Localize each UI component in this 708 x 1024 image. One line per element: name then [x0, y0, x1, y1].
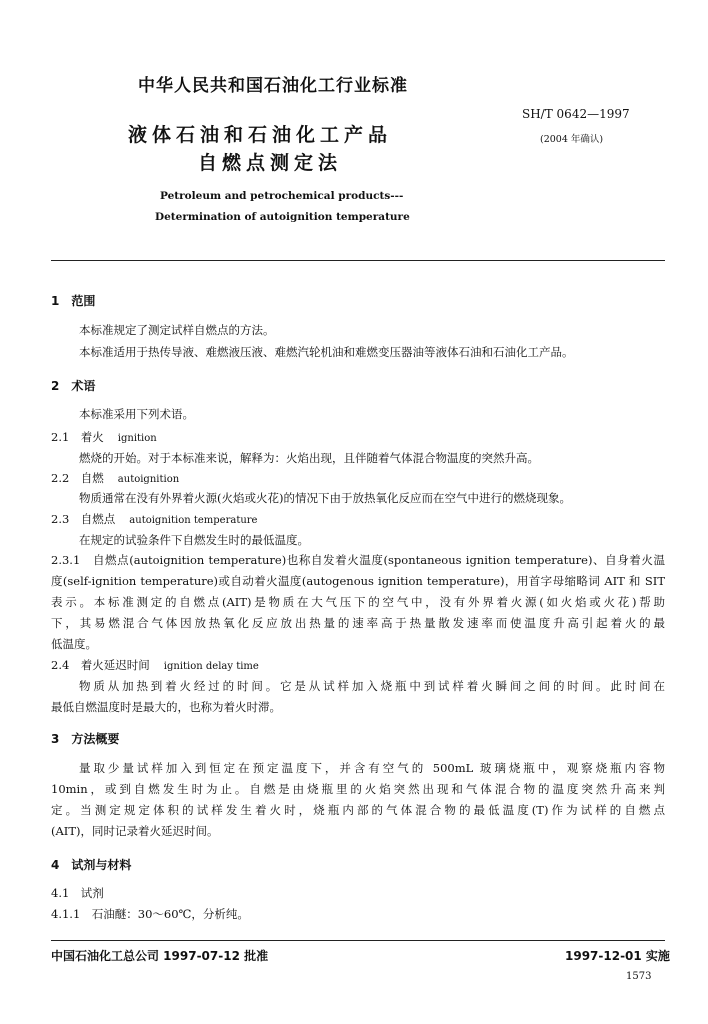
term-2-4-english: ignition delay time	[163, 661, 259, 672]
term-2-2	[51, 470, 179, 486]
term-2-1-english: ignition	[117, 433, 157, 444]
term-2-2-label: 2.2 自燃	[51, 471, 104, 485]
section-4-1-1: 4.1.1 石油醚：30～60℃，分析纯。	[51, 907, 249, 921]
confirmation-year: (2004 年确认)	[540, 134, 604, 145]
section-3-heading: 3 方法概要	[51, 732, 120, 746]
term-2-3-1-line-3: 表示。本标准测定的自燃点(AIT)是物质在大气压下的空气中，没有外界着火源(如火焰或火花)帮助	[51, 595, 665, 609]
implementation-date: 1997-12-01 实施	[565, 949, 670, 963]
issuer-approval: 中国石油化工总公司 1997-07-12 批准	[51, 949, 269, 963]
section-2-intro: 本标准采用下列术语。	[79, 407, 194, 421]
term-2-3	[51, 511, 257, 527]
section-3-line-3: 定。当测定规定体积的试样发生着火时，烧瓶内部的气体混合物的最低温度(T)作为试样的自燃点	[51, 803, 665, 817]
document-title-line2: 自燃点测定法	[198, 152, 343, 174]
term-2-4-line-1: 物质从加热到着火经过的时间。它是从试样加入烧瓶中到试样着火瞬间之间的时间。此时间在	[79, 679, 665, 693]
section-3-line-1: 量取少量试样加入到恒定在预定温度下，并含有空气的 500mL 玻璃烧瓶中，观察烧瓶内容物	[79, 761, 665, 775]
section-3-line-4: (AIT)，同时记录着火延迟时间。	[51, 824, 219, 838]
english-title-line1: Petroleum and petrochemical products---	[160, 190, 404, 202]
section-4-heading: 4 试剂与材料	[51, 858, 132, 872]
english-title-line2: Determination of autoignition temperature	[155, 211, 410, 223]
term-2-3-1-line-2: 度(self-ignition temperature)或自动着火温度(autogenous ignition temperature)，用首字母缩略词 AIT 和 SIT	[51, 574, 665, 588]
section-2-heading: 2 术语	[51, 379, 96, 393]
term-2-3-1-line-1: 2.3.1 自燃点(autoignition temperature)也称自发着火温度(spontaneous ignition temperature)、自身着火温	[51, 553, 665, 567]
term-2-4-label: 2.4 着火延迟时间	[51, 658, 150, 672]
footer-rule	[51, 940, 665, 941]
header-rule	[51, 260, 665, 261]
document-title-line1: 液体石油和石油化工产品	[128, 124, 393, 146]
section-1-heading: 1 范围	[51, 294, 96, 308]
section-1-para-2: 本标准适用于热传导液、难燃液压液、难燃汽轮机油和难燃变压器油等液体石油和石油化工产品。	[79, 345, 574, 359]
standard-code: SH/T 0642—1997	[522, 107, 630, 121]
term-2-3-1-line-4: 下，其易燃混合气体因放热氧化反应放出热量的速率高于热量散发速率而使温度升高引起着火的最	[51, 616, 665, 630]
term-2-3-label: 2.3 自燃点	[51, 512, 116, 526]
term-2-4-line-2: 最低自燃温度时是最大的，也称为着火时滞。	[51, 700, 281, 714]
section-3-line-2: 10min，或到自燃发生时为止。自燃是由烧瓶里的火焰突然出现和气体混合物的温度突然升高来判	[51, 782, 665, 796]
term-2-2-definition: 物质通常在没有外界着火源(火焰或火花)的情况下由于放热氧化反应而在空气中进行的燃烧现象。	[79, 491, 571, 505]
term-2-1-definition: 燃烧的开始。对于本标准来说，解释为：火焰出现，且伴随着气体混合物温度的突然升高。	[79, 451, 539, 465]
section-4-1: 4.1 试剂	[51, 886, 104, 900]
term-2-4	[51, 657, 259, 673]
page-number: 1573	[626, 971, 652, 982]
term-2-1-label: 2.1 着火	[51, 430, 104, 444]
term-2-1	[51, 429, 157, 445]
term-2-2-english: autoignition	[117, 474, 180, 485]
term-2-3-english: autoignition temperature	[129, 515, 258, 526]
term-2-3-definition: 在规定的试验条件下自燃发生时的最低温度。	[79, 533, 309, 547]
section-1-para-1: 本标准规定了测定试样自燃点的方法。	[79, 323, 275, 337]
standard-class: 中华人民共和国石油化工行业标准	[138, 76, 408, 96]
term-2-3-1-line-5: 低温度。	[51, 637, 97, 651]
